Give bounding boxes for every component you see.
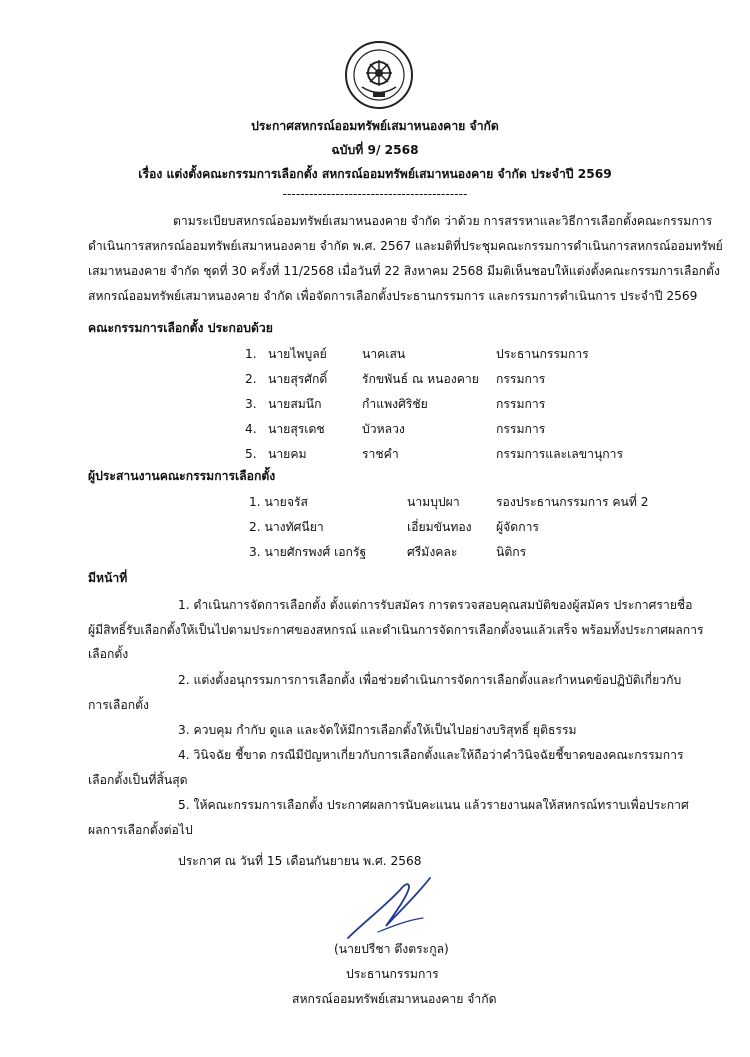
duty-line: เลือกตั้งเป็นที่สิ้นสุด — [88, 773, 188, 787]
duty-line: ผู้มีสิทธิ์รับเลือกตั้งให้เป็นไปตามประกาศของสหกรณ์ และดำเนินการจัดการเลือกตั้งจนแล้วเสร็จ พร้อมทั้งประกาศผลการ — [88, 623, 704, 637]
coordinator-name: 1. นายจรัส — [249, 495, 308, 509]
signer-name: (นายปรีชา ตึงตระกูล) — [334, 942, 449, 956]
member-number: 1. — [245, 347, 257, 361]
member-last-name: กำแพงศิริชัย — [362, 397, 428, 411]
member-last-name: นาคเสน — [362, 347, 406, 361]
member-last-name: บัวหลวง — [362, 422, 405, 436]
coordinators-heading: ผู้ประสานงานคณะกรรมการเลือกตั้ง — [88, 469, 276, 483]
member-number: 3. — [245, 397, 257, 411]
committee-heading: คณะกรรมการเลือกตั้ง ประกอบด้วย — [88, 321, 273, 335]
duty-line: 5. ให้คณะกรรมการเลือกตั้ง ประกาศผลการนับคะแนน แล้วรายงานผลให้สหกรณ์ทราบเพื่อประกาศ — [178, 798, 689, 812]
handwritten-signature — [338, 868, 448, 948]
member-role: กรรมการและเลขานุการ — [496, 447, 624, 461]
intro-line: ตามระเบียบสหกรณ์ออมทรัพย์เสมาหนองคาย จำกัด ว่าด้วย การสรรหาและวิธีการเลือกตั้งคณะกรรมการ — [173, 214, 713, 228]
duty-line: เลือกตั้ง — [88, 647, 129, 661]
member-number: 5. — [245, 447, 257, 461]
member-last-name: ราชคำ — [362, 447, 399, 461]
header-divider: ------------------------------------------ — [282, 187, 468, 201]
member-number: 2. — [245, 372, 257, 386]
duty-line: 1. ดำเนินการจัดการเลือกตั้ง ตั้งแต่การรับสมัคร การตรวจสอบคุณสมบัติของผู้สมัคร ประกาศรายชื่อ — [178, 598, 693, 612]
coordinator-role: ผู้จัดการ — [496, 520, 539, 534]
coordinator-last-name: เอี่ยมขันทอง — [407, 520, 472, 534]
duty-line: 4. วินิจฉัย ชี้ขาด กรณีมีปัญหาเกี่ยวกับการเลือกตั้งและให้ถือว่าคำวินิจฉัยชี้ขาดของคณะกรรมการ — [178, 748, 684, 762]
duty-line: 3. ควบคุม กำกับ ดูแล และจัดให้มีการเลือกตั้งให้เป็นไปอย่างบริสุทธิ์ ยุติธรรม — [178, 723, 577, 737]
member-first-name: นายสุรเดช — [268, 422, 325, 436]
duty-line: การเลือกตั้ง — [88, 698, 149, 712]
announcement-date: ประกาศ ณ วันที่ 15 เดือนกันยายน พ.ศ. 2568 — [178, 854, 422, 868]
member-role: กรรมการ — [496, 372, 546, 386]
duty-line: 2. แต่งตั้งอนุกรรมการการเลือกตั้ง เพื่อช่วยดำเนินการจัดการเลือกตั้งและกำหนดข้อปฏิบัติเกี่ยวกับ — [178, 673, 682, 687]
coordinator-role: นิติกร — [496, 545, 527, 559]
duties-heading: มีหน้าที่ — [88, 571, 128, 585]
duty-line: ผลการเลือกตั้งต่อไป — [88, 823, 193, 837]
coordinator-last-name: ศรีมังคละ — [407, 545, 458, 559]
member-first-name: นายไพบูลย์ — [268, 347, 327, 361]
member-number: 4. — [245, 422, 257, 436]
intro-line: เสมาหนองคาย จำกัด ชุดที่ 30 ครั้งที่ 11/2568 เมื่อวันที่ 22 สิงหาคม 2568 มีมติเห็นชอบให้แต่งตั้งคณะกรรมการเลือกตั้ง — [88, 264, 720, 278]
signer-organization: สหกรณ์ออมทรัพย์เสมาหนองคาย จำกัด — [292, 992, 497, 1006]
coordinator-role: รองประธานกรรมการ คนที่ 2 — [496, 495, 649, 509]
announcement-number: ฉบับที่ 9/ 2568 — [331, 143, 419, 157]
member-first-name: นายคม — [268, 447, 307, 461]
coordinator-last-name: นามบุปผา — [407, 495, 460, 509]
intro-line: สหกรณ์ออมทรัพย์เสมาหนองคาย จำกัด เพื่อจัดการเลือกตั้งประธานกรรมการ และกรรมการดำเนินการ ประจำปี 2569 — [88, 289, 698, 303]
announcement-title: ประกาศสหกรณ์ออมทรัพย์เสมาหนองคาย จำกัด — [251, 119, 499, 133]
member-role: กรรมการ — [496, 422, 546, 436]
member-first-name: นายสมนึก — [268, 397, 322, 411]
signer-position: ประธานกรรมการ — [346, 967, 439, 981]
member-last-name: รักขพันธ์ ณ หนองคาย — [362, 372, 479, 386]
member-role: กรรมการ — [496, 397, 546, 411]
intro-line: ดำเนินการสหกรณ์ออมทรัพย์เสมาหนองคาย จำกัด พ.ศ. 2567 และมติที่ประชุมคณะกรรมการดำเนินการสหกรณ์ออมทรัพย์ — [88, 239, 723, 253]
member-role: ประธานกรรมการ — [496, 347, 589, 361]
announcement-subject: เรื่อง แต่งตั้งคณะกรรมการเลือกตั้ง สหกรณ์ออมทรัพย์เสมาหนองคาย จำกัด ประจำปี 2569 — [138, 167, 612, 181]
coordinator-name: 3. นายศักรพงศ์ เอกรัฐ — [249, 545, 367, 559]
coordinator-name: 2. นางทัศนียา — [249, 520, 324, 534]
cooperative-seal-logo — [344, 40, 414, 110]
member-first-name: นายสุรศักดิ์ — [268, 372, 328, 386]
